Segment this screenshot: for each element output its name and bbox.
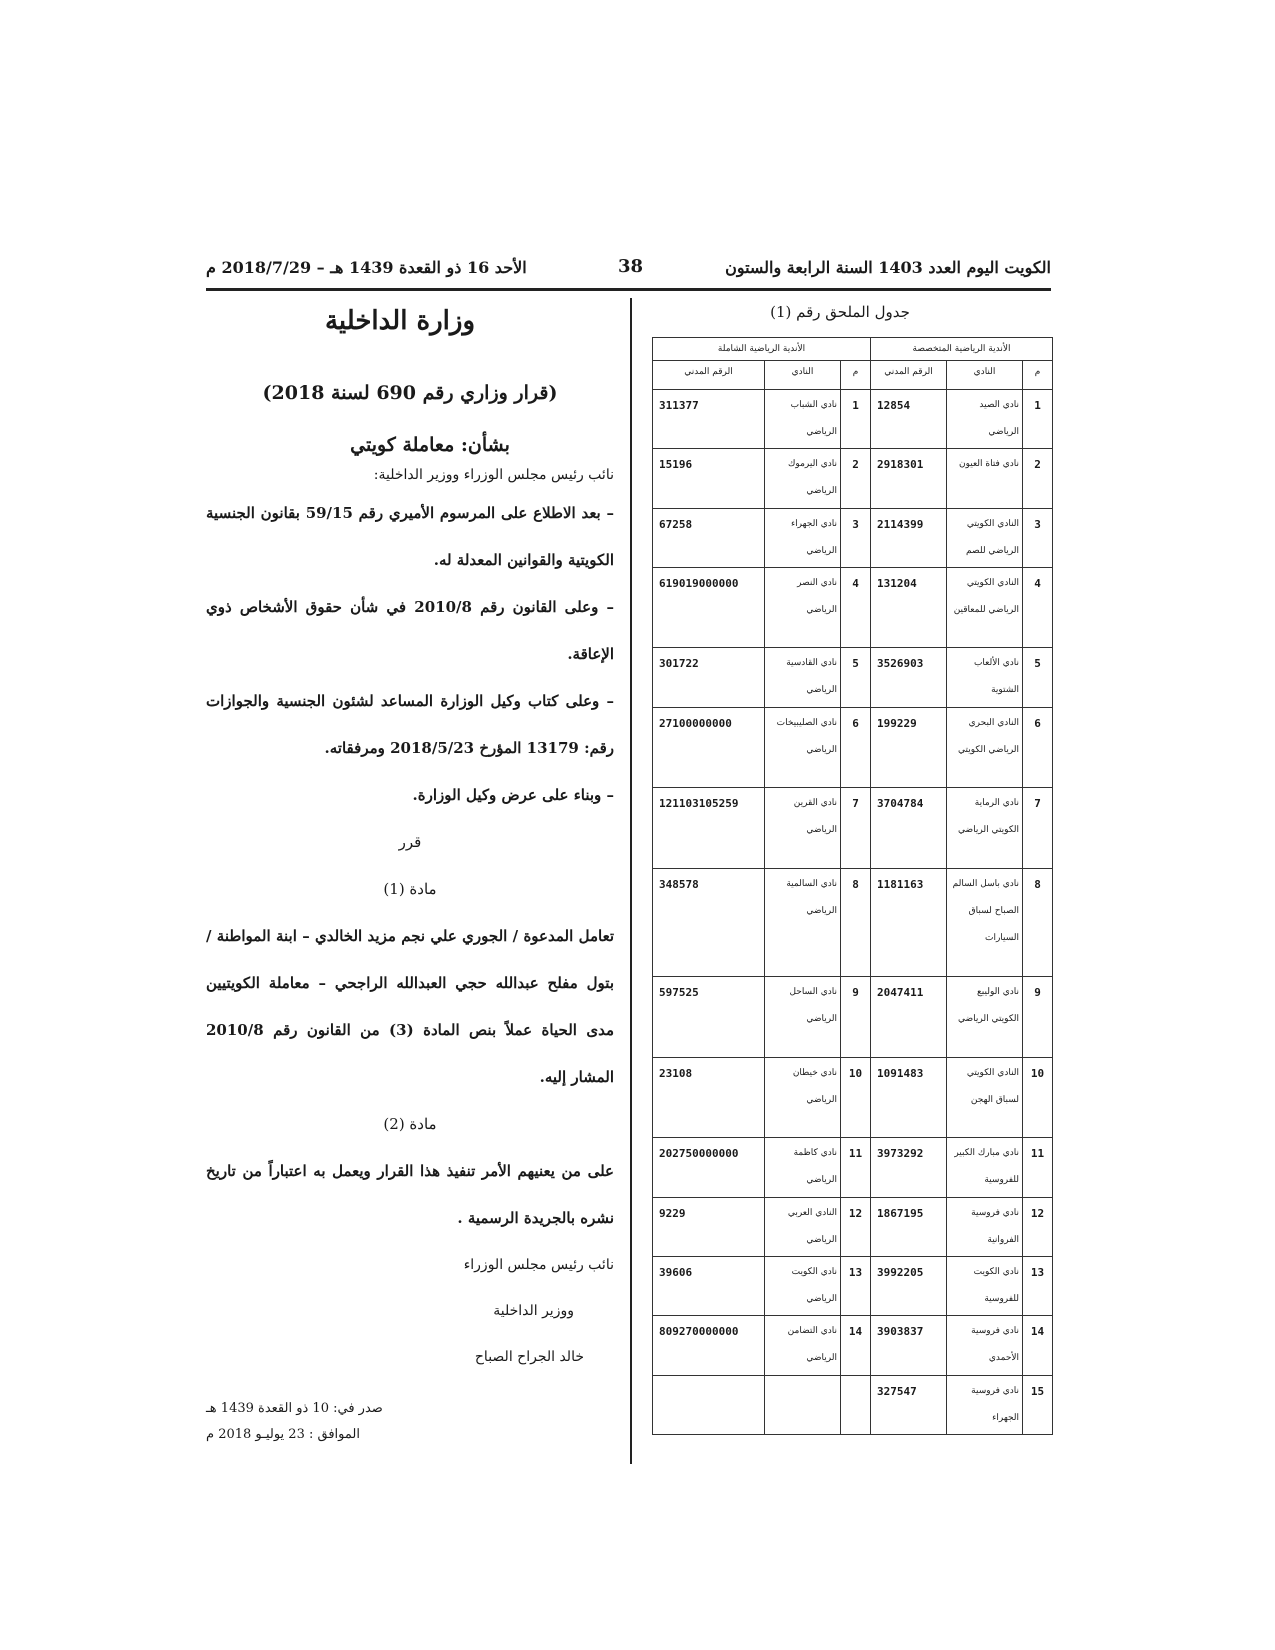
cell-m: 2	[841, 449, 871, 508]
cell-m: 3	[841, 508, 871, 567]
cell-m: 8	[1023, 868, 1053, 977]
table-row	[653, 1197, 1053, 1256]
signature-line-2: ووزير الداخلية	[493, 1303, 574, 1319]
cell-club: نادي فروسية الأحمدي	[947, 1316, 1023, 1375]
cell-civil: 619019000000	[653, 567, 765, 647]
recital-2: – وعلى القانون رقم 2010/8 في شأن حقوق الأشخاص ذوي الإعاقة.	[206, 598, 614, 663]
decree-subject: بشأن: معاملة كويتي	[350, 434, 510, 456]
cell-m: 13	[841, 1256, 871, 1315]
cell-civil: 1867195	[871, 1197, 947, 1256]
cell-club: النادي العربي الرياضي	[765, 1197, 841, 1256]
cell-m: 5	[1023, 648, 1053, 707]
cell-m: 1	[841, 390, 871, 449]
cell-m: 4	[841, 567, 871, 647]
cell-civil: 2047411	[871, 977, 947, 1057]
cell-civil: 3526903	[871, 648, 947, 707]
table-row	[653, 648, 1053, 707]
cell-club: نادي الشباب الرياضي	[765, 390, 841, 449]
cell-club: نادي الكويت الرياضي	[765, 1256, 841, 1315]
header-rule	[206, 288, 1051, 291]
signature-line-1: نائب رئيس مجلس الوزراء	[463, 1257, 614, 1273]
cell-club: نادي فتاة العيون	[947, 449, 1023, 508]
cell-club	[765, 1375, 841, 1435]
col-header-club: النادي	[765, 361, 841, 390]
article-1-text: تعامل المدعوة / الجوري علي نجم مزيد الخالدي – ابنة المواطنة / بتول مفلح عبدالله حجي العبدالله الراجحي – معاملة الكويتيين مدى الحياة عملاً بنص المادة (3) من القانون رقم 2010/8 المشار إليه.	[206, 927, 615, 1086]
cell-club: النادي الكويتي لسباق الهجن	[947, 1057, 1023, 1137]
cell-civil: 1181163	[871, 868, 947, 977]
table-row	[653, 1316, 1053, 1375]
cell-m: 10	[1023, 1057, 1053, 1137]
article-1-label: مادة (1)	[383, 880, 437, 898]
col-header-m: م	[841, 361, 871, 390]
cell-m: 13	[1023, 1256, 1053, 1315]
cell-club: النادي الكويتي الرياضي للصم	[947, 508, 1023, 567]
col-header-civil: الرقم المدني	[871, 361, 947, 390]
col-header-civil: الرقم المدني	[653, 361, 765, 390]
col-header-club: النادي	[947, 361, 1023, 390]
table-row	[653, 1057, 1053, 1137]
page-header	[206, 256, 1051, 284]
cell-club: نادي الساحل الرياضي	[765, 977, 841, 1057]
table-row	[653, 390, 1053, 449]
issued-date-hijri: صدر في: 10 ذو القعدة 1439 هـ	[206, 1401, 383, 1416]
cell-civil: 348578	[653, 868, 765, 977]
cell-civil: 3903837	[871, 1316, 947, 1375]
cell-civil: 121103105259	[653, 788, 765, 868]
cell-civil: 202750000000	[653, 1138, 765, 1197]
cell-civil: 67258	[653, 508, 765, 567]
signature-name: خالد الجراح الصباح	[474, 1349, 584, 1365]
cell-civil: 2918301	[871, 449, 947, 508]
col-header-m: م	[1023, 361, 1053, 390]
article-2-label: مادة (2)	[383, 1115, 437, 1133]
cell-m: 1	[1023, 390, 1053, 449]
cell-m: 4	[1023, 567, 1053, 647]
cell-civil: 39606	[653, 1256, 765, 1315]
cell-civil: 12854	[871, 390, 947, 449]
cell-club: نادي الصيد الرياضي	[947, 390, 1023, 449]
cell-m: 11	[841, 1138, 871, 1197]
cell-club: نادي الرماية الكويتي الرياضي	[947, 788, 1023, 868]
annex-table	[652, 337, 1053, 1435]
cell-civil: 15196	[653, 449, 765, 508]
cell-m: 11	[1023, 1138, 1053, 1197]
cell-civil: 597525	[653, 977, 765, 1057]
group-header-specialized: الأندية الرياضية المتخصصة	[871, 338, 1053, 361]
annex-title: جدول الملحق رقم (1)	[770, 303, 910, 321]
cell-m: 7	[841, 788, 871, 868]
cell-m: 10	[841, 1057, 871, 1137]
cell-civil: 9229	[653, 1197, 765, 1256]
cell-civil: 3973292	[871, 1138, 947, 1197]
table-row	[653, 868, 1053, 977]
cell-club: النادي الكويتي الرياضي للمعاقين	[947, 567, 1023, 647]
cell-civil: 1091483	[871, 1057, 947, 1137]
cell-civil: 27100000000	[653, 707, 765, 787]
cell-civil: 3992205	[871, 1256, 947, 1315]
column-divider	[630, 298, 632, 1464]
recital-1: – بعد الاطلاع على المرسوم الأميري رقم 59/15 بقانون الجنسية الكويتية والقوانين المعدلة له.	[206, 504, 614, 569]
cell-m: 6	[1023, 707, 1053, 787]
table-row	[653, 788, 1053, 868]
decree-preamble: نائب رئيس مجلس الوزراء ووزير الداخلية:	[373, 467, 614, 483]
cell-civil: 199229	[871, 707, 947, 787]
cell-m: 6	[841, 707, 871, 787]
issued-date-gregorian: الموافق : 23 يوليـو 2018 م	[206, 1427, 360, 1442]
cell-club: نادي الصليبيخات الرياضي	[765, 707, 841, 787]
cell-m: 7	[1023, 788, 1053, 868]
recital-3: – وعلى كتاب وكيل الوزارة المساعد لشئون الجنسية والجوازات رقم: 13179 المؤرخ 2018/5/23 ومرفقاته.	[206, 692, 614, 757]
cell-club: نادي الوليبع الكويتي الرياضي	[947, 977, 1023, 1057]
cell-civil: 131204	[871, 567, 947, 647]
cell-club: نادي فروسية الجهراء	[947, 1375, 1023, 1435]
cell-civil: 3704784	[871, 788, 947, 868]
cell-m: 8	[841, 868, 871, 977]
cell-civil: 809270000000	[653, 1316, 765, 1375]
cell-m: 3	[1023, 508, 1053, 567]
cell-civil: 327547	[871, 1375, 947, 1435]
cell-club: نادي كاظمة الرياضي	[765, 1138, 841, 1197]
cell-club: نادي الألعاب الشتوية	[947, 648, 1023, 707]
cell-m: 15	[1023, 1375, 1053, 1435]
cell-m: 12	[841, 1197, 871, 1256]
cell-m: 9	[1023, 977, 1053, 1057]
cell-civil: 23108	[653, 1057, 765, 1137]
cell-m	[841, 1375, 871, 1435]
cell-m: 2	[1023, 449, 1053, 508]
cell-club: نادي فروسية الفروانية	[947, 1197, 1023, 1256]
table-row	[653, 508, 1053, 567]
cell-club: نادي باسل السالم الصباح لسباق السيارات	[947, 868, 1023, 977]
cell-club: نادي اليرموك الرياضي	[765, 449, 841, 508]
cell-m: 12	[1023, 1197, 1053, 1256]
group-header-comprehensive: الأندية الرياضية الشاملة	[653, 338, 871, 361]
cell-club: نادي التضامن الرياضي	[765, 1316, 841, 1375]
cell-club: نادي مبارك الكبير للفروسية	[947, 1138, 1023, 1197]
table-row	[653, 449, 1053, 508]
cell-club: نادي خيطان الرياضي	[765, 1057, 841, 1137]
cell-m: 14	[1023, 1316, 1053, 1375]
decree-title: (قرار وزاري رقم 690 لسنة 2018)	[262, 382, 558, 404]
table-row	[653, 567, 1053, 647]
cell-civil	[653, 1375, 765, 1435]
cell-club: النادي البحري الرياضي الكويتي	[947, 707, 1023, 787]
page-number: 38	[618, 256, 644, 277]
cell-club: نادي القرين الرياضي	[765, 788, 841, 868]
cell-m: 9	[841, 977, 871, 1057]
table-row	[653, 1375, 1053, 1435]
cell-civil: 311377	[653, 390, 765, 449]
header-issue-info: الكويت اليوم العدد 1403 السنة الرابعة والستون	[725, 258, 1051, 277]
cell-club: نادي السالمية الرياضي	[765, 868, 841, 977]
table-row	[653, 1138, 1053, 1197]
header-date: الأحد 16 ذو القعدة 1439 هـ – 2018/7/29 م	[206, 258, 527, 277]
cell-civil: 2114399	[871, 508, 947, 567]
cell-club: نادي النصر الرياضي	[765, 567, 841, 647]
cell-m: 5	[841, 648, 871, 707]
article-2-text: على من يعنيهم الأمر تنفيذ هذا القرار ويعمل به اعتباراً من تاريخ نشره بالجريدة الرسمية .	[206, 1162, 614, 1227]
recital-4: – وبناء على عرض وكيل الوزارة.	[412, 786, 614, 804]
table-row	[653, 1256, 1053, 1315]
ministry-title: وزارة الداخلية	[324, 306, 476, 336]
cell-civil: 301722	[653, 648, 765, 707]
table-row	[653, 977, 1053, 1057]
decree	[206, 300, 614, 1448]
decided-label: قرر	[398, 833, 422, 851]
cell-m: 14	[841, 1316, 871, 1375]
table-row	[653, 707, 1053, 787]
cell-club: نادي الجهراء الرياضي	[765, 508, 841, 567]
cell-club: نادي الكويت للفروسية	[947, 1256, 1023, 1315]
cell-club: نادي القادسية الرياضي	[765, 648, 841, 707]
